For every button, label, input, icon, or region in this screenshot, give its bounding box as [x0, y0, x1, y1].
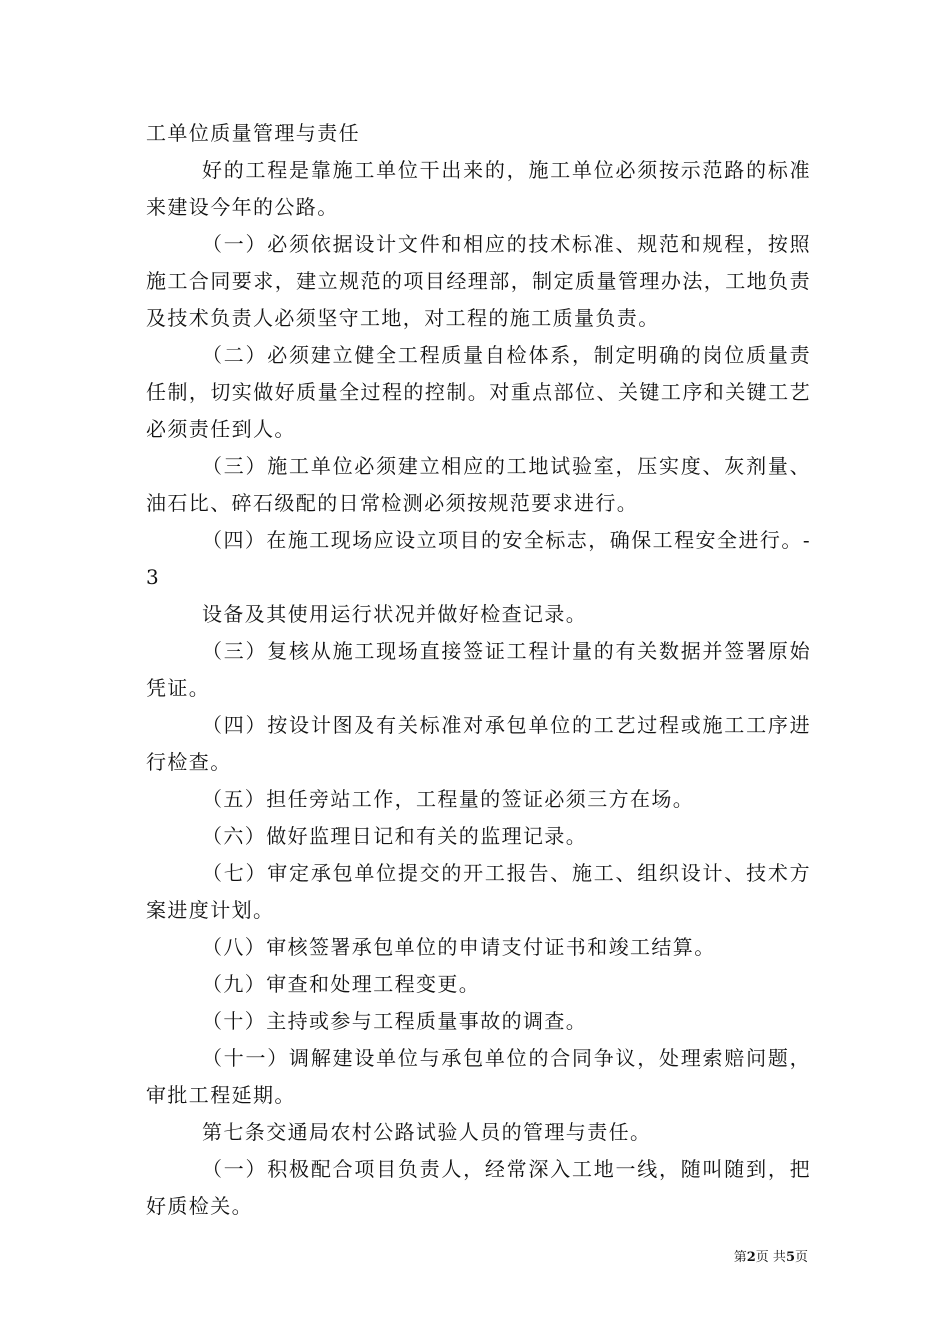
paragraph: 第七条交通局农村公路试验人员的管理与责任。 — [202, 1120, 652, 1144]
document-body — [146, 115, 811, 1225]
page-number-footer — [0, 1246, 808, 1265]
paragraph: （九）审查和处理工程变更。 — [202, 972, 481, 996]
paragraph: （十）主持或参与工程质量事故的调查。 — [202, 1009, 588, 1033]
paragraph: （五）担任旁站工作，工程量的签证必须三方在场。 — [202, 787, 695, 811]
paragraph: （三）复核从施工现场直接签证工程计量的有关数据并签署原始凭证。 — [146, 639, 811, 700]
footer-prefix: 第 — [733, 1250, 747, 1265]
paragraph: 好的工程是靠施工单位干出来的，施工单位必须按示范路的标准来建设今年的公路。 — [146, 158, 811, 219]
paragraph: （三）施工单位必须建立相应的工地试验室，压实度、灰剂量、油石比、碎石级配的日常检测必须按规范要求进行。 — [146, 454, 811, 515]
paragraph: （一）必须依据设计文件和相应的技术标准、规范和规程，按照施工合同要求，建立规范的项目经理部，制定质量管理办法，工地负责及技术负责人必须坚守工地，对工程的施工质量负责。 — [146, 232, 811, 330]
paragraph: 工单位质量管理与责任 — [146, 121, 360, 145]
footer-suffix: 页 — [794, 1250, 808, 1265]
paragraph: （八）审核签署承包单位的申请支付证书和竣工结算。 — [202, 935, 716, 959]
total-page-count: 5 — [785, 1250, 795, 1265]
paragraph: （四）在施工现场应设立项目的安全标志，确保工程安全进行。-3 — [146, 528, 811, 589]
paragraph: （一）积极配合项目负责人，经常深入工地一线，随叫随到，把好质检关。 — [146, 1157, 811, 1218]
paragraph: （二）必须建立健全工程质量自检体系，制定明确的岗位质量责任制，切实做好质量全过程的控制。对重点部位、关键工序和关键工艺必须责任到人。 — [146, 343, 811, 441]
paragraph: （七）审定承包单位提交的开工报告、施工、组织设计、技术方案进度计划。 — [146, 861, 811, 922]
paragraph: （六）做好监理日记和有关的监理记录。 — [202, 824, 588, 848]
paragraph: 设备及其使用运行状况并做好检查记录。 — [202, 602, 588, 626]
paragraph: （十一）调解建设单位与承包单位的合同争议，处理索赔问题，审批工程延期。 — [146, 1046, 811, 1107]
footer-middle: 页 共 — [755, 1250, 786, 1265]
current-page-number: 2 — [746, 1250, 756, 1265]
paragraph: （四）按设计图及有关标准对承包单位的工艺过程或施工工序进行检查。 — [146, 713, 811, 774]
